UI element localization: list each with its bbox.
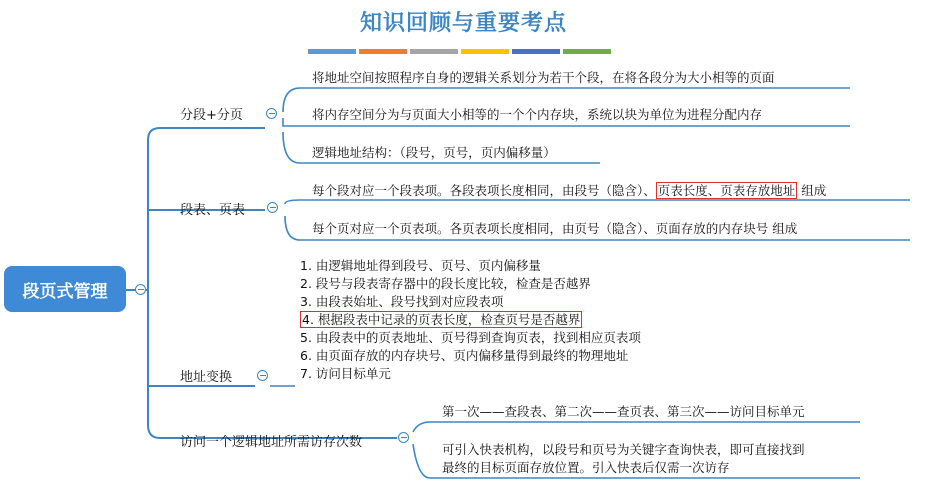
page-title: 知识回顾与重要考点 xyxy=(359,11,567,36)
highlight-box: 页表长度、页表存放地址 xyxy=(657,183,796,198)
leaf-item[interactable]: 逻辑地址结构：（段号，页号，页内偏移量） xyxy=(312,145,556,160)
branch-seg-page[interactable]: 分段+分页 xyxy=(180,108,243,123)
step-item[interactable]: 5. 由段表中的页表地址、页号得到查询页表，找到相应页表项 xyxy=(300,330,641,345)
leaf-item[interactable] xyxy=(312,181,826,199)
branch-access[interactable]: 访问一个逻辑地址所需访存次数 xyxy=(180,435,363,450)
leaf-item[interactable]: 将内存空间分为与页面大小相等的一个个内存块，系统以块为单位为进程分配内存 xyxy=(312,107,763,122)
collapse-icon[interactable] xyxy=(257,370,268,381)
leaf-text: 每个段对应一个段表项。各段表项长度相同，由段号（隐含）、 xyxy=(312,183,656,198)
step-item[interactable]: 1. 由逻辑地址得到段号、页号、页内偏移量 xyxy=(300,258,541,273)
collapse-icon[interactable] xyxy=(398,432,409,443)
root-label: 段页式管理 xyxy=(22,281,108,302)
root-node[interactable] xyxy=(4,266,126,312)
collapse-icon[interactable] xyxy=(135,284,146,295)
step-item[interactable] xyxy=(300,311,641,329)
leaf-item[interactable] xyxy=(442,441,805,477)
leaf-item[interactable]: 将地址空间按照程序自身的逻辑关系划分为若干个段，在将各段分为大小相等的页面 xyxy=(312,70,775,85)
leaf-item[interactable]: 第一次——查段表、第二次——查页表、第三次——访问目标单元 xyxy=(442,404,805,419)
step-item[interactable]: 3. 由段表始址、段号找到对应段表项 xyxy=(300,294,504,309)
step-item[interactable]: 2. 段号与段表寄存器中的段长度比较，检查是否越界 xyxy=(300,276,591,291)
leaf-text: 最终的目标页面存放位置。引入快表后仅需一次访存 xyxy=(442,460,730,475)
branch-tables[interactable]: 段表、页表 xyxy=(180,203,246,218)
leaf-text: 可引入快表机构，以段号和页号为关键字查询快表，即可直接找到 xyxy=(442,442,805,457)
step-item[interactable]: 7. 访问目标单元 xyxy=(300,366,391,381)
collapse-icon[interactable] xyxy=(267,202,278,213)
step-list xyxy=(300,257,641,383)
leaf-text: 组成 xyxy=(801,183,827,198)
highlight-box: 4. 根据段表中记录的页表长度，检查页号是否越界 xyxy=(302,312,581,327)
step-item[interactable]: 6. 由页面存放的内存块号、页内偏移量得到最终的物理地址 xyxy=(300,348,629,363)
branch-translate[interactable]: 地址变换 xyxy=(180,370,233,385)
collapse-icon[interactable] xyxy=(266,108,277,119)
leaf-item[interactable]: 每个页对应一个页表项。各页表项长度相同，由页号（隐含）、页面存放的内存块号 组成 xyxy=(312,221,798,236)
